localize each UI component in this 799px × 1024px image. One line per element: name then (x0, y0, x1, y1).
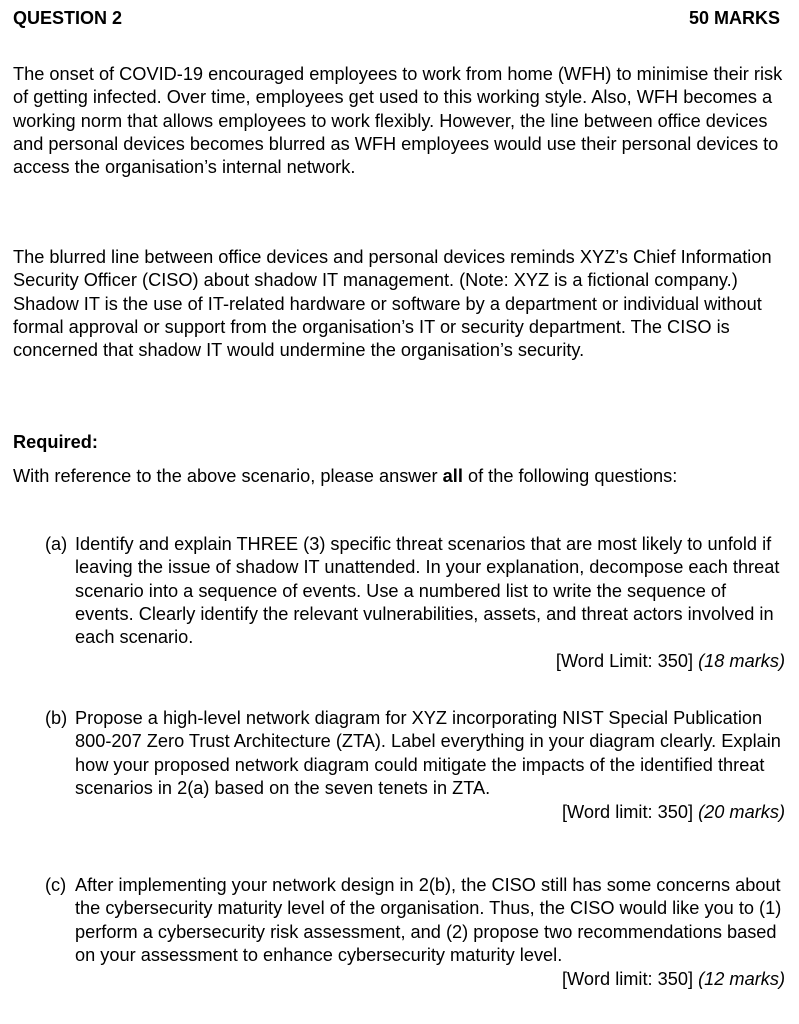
question-b (45, 707, 785, 824)
question-a-marker: (a) (45, 534, 68, 554)
instruction-emphasis: all (442, 466, 463, 486)
scenario-paragraph-1: The onset of COVID-19 encouraged employees to work from home (WFH) to minimise their risk of getting infected. Over time, employees get used to this working style. Also, WFH becomes a working norm that allows employees to work flexibly. However, the line between office devices and personal devices becomes blurred as WFH employees would use their personal devices to access the organisation’s internal network. (13, 64, 783, 178)
question-a-limit-line (45, 650, 785, 673)
required-heading: Required: (13, 432, 98, 452)
question-c-limit-line (45, 968, 785, 991)
question-a-text: Identify and explain THREE (3) specific threat scenarios that are most likely to unfold if leaving the issue of shadow IT unattended. In your explanation, decompose each threat scenario into a sequence of events. Use a numbered list to write the sequence of events. Clearly identify the relevant vulnerabilities, assets, and threat actors involved in each scenario. (75, 534, 780, 648)
question-b-word-limit: [Word limit: 350] (561, 802, 694, 823)
question-b-marks: (20 marks) (698, 802, 785, 823)
question-a-word-limit: [Word Limit: 350] (555, 651, 694, 672)
question-c (45, 874, 785, 991)
question-c-marks: (12 marks) (698, 969, 785, 990)
question-c-marker: (c) (45, 875, 67, 895)
question-header (13, 6, 780, 30)
instruction-text-before: With reference to the above scenario, please answer (13, 466, 443, 486)
question-b-limit-line (45, 801, 785, 824)
question-c-text: After implementing your network design in 2(b), the CISO still has some concerns about the cybersecurity maturity level of the organisation. Thus, the CISO would like you to (1) perform a cybersecurity risk assessment, and (2) propose two recommendations based on your assessment to enhance cybersecurity maturity level. (75, 875, 782, 965)
question-a-marks: (18 marks) (698, 651, 785, 672)
scenario-paragraph-2: The blurred line between office devices and personal devices reminds XYZ’s Chief Information Security Officer (CISO) about shadow IT management. (Note: XYZ is a fictional company.) Shadow IT is the use of IT-related hardware or software by a department or individual without formal approval or support from the organisation’s IT or security department. The CISO is concerned that shadow IT would undermine the organisation’s security. (13, 247, 772, 361)
question-b-text: Propose a high-level network diagram for XYZ incorporating NIST Special Publication 800-207 Zero Trust Architecture (ZTA). Label everything in your diagram clearly. Explain how your proposed network diagram could mitigate the impacts of the identified threat scenarios in 2(a) based on the seven tenets in ZTA. (75, 708, 781, 798)
question-c-word-limit: [Word limit: 350] (561, 969, 694, 990)
question-number: QUESTION 2 (13, 7, 123, 28)
question-a (45, 533, 785, 674)
instruction-text-after: of the following questions: (462, 466, 678, 486)
total-marks: 50 MARKS (688, 7, 780, 28)
question-b-marker: (b) (45, 708, 68, 728)
instruction-line (13, 465, 677, 488)
